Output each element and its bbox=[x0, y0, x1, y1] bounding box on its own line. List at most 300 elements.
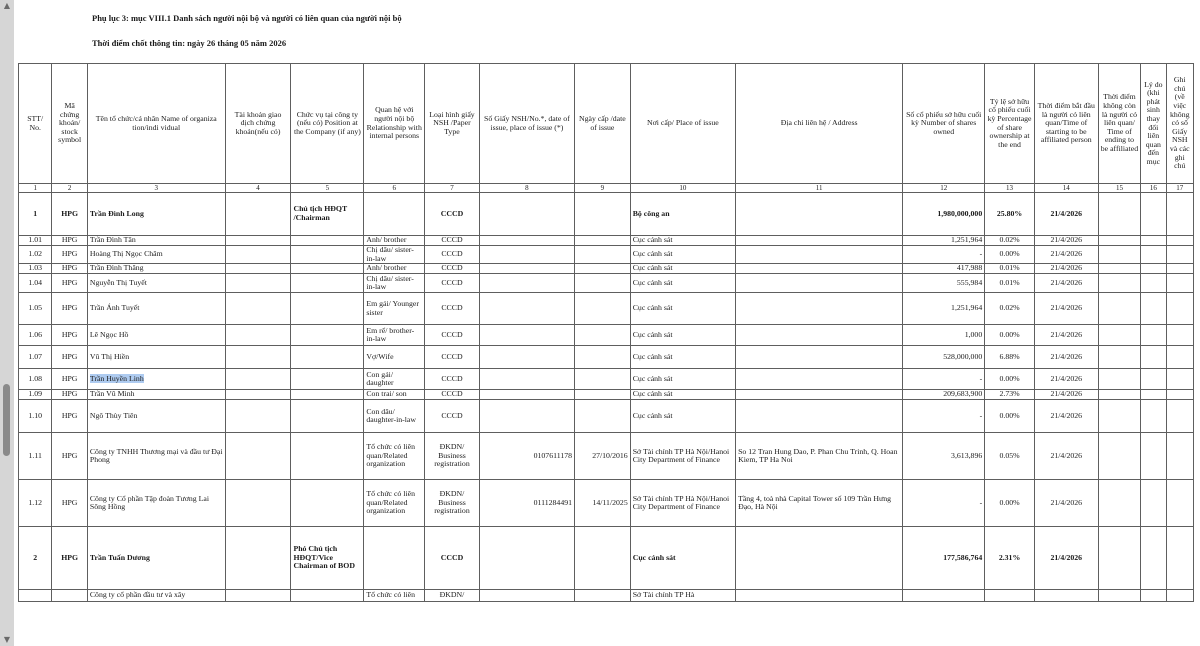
paper-type-cell: ĐKDN/ Business registration bbox=[425, 480, 480, 527]
issue-date-cell bbox=[575, 246, 631, 264]
position-cell bbox=[291, 590, 364, 602]
name-cell: Trần Đình Tân bbox=[87, 236, 225, 246]
start-date-cell: 21/4/2026 bbox=[1034, 293, 1098, 325]
start-date-cell: 21/4/2026 bbox=[1034, 246, 1098, 264]
end-date-cell bbox=[1098, 390, 1141, 400]
column-header: Ngày cấp /date of issue bbox=[575, 64, 631, 184]
paper-type-cell: CCCD bbox=[425, 400, 480, 433]
relationship-cell bbox=[364, 527, 425, 590]
start-date-cell bbox=[1034, 590, 1098, 602]
paper-type-cell: CCCD bbox=[425, 236, 480, 246]
table-row bbox=[19, 369, 1194, 390]
position-cell bbox=[291, 236, 364, 246]
name-cell: Hoàng Thị Ngọc Châm bbox=[87, 246, 225, 264]
shares-cell: - bbox=[903, 369, 985, 390]
issue-date-cell bbox=[575, 236, 631, 246]
note-cell bbox=[1166, 325, 1193, 346]
end-date-cell bbox=[1098, 293, 1141, 325]
column-header: Số Giấy NSH/No.*, date of issue, place of issue (*) bbox=[479, 64, 574, 184]
percentage-cell: 0.05% bbox=[985, 433, 1035, 480]
stt-cell: 1.11 bbox=[19, 433, 52, 480]
end-date-cell bbox=[1098, 246, 1141, 264]
relationship-cell: Em rể/ brother-in-law bbox=[364, 325, 425, 346]
shares-cell: - bbox=[903, 246, 985, 264]
column-number: 6 bbox=[364, 184, 425, 193]
issue-place-cell: Cục cảnh sát bbox=[630, 369, 735, 390]
table-row bbox=[19, 236, 1194, 246]
issue-place-cell: Sở Tài chính TP Hà Nội/Hanoi City Department of Finance bbox=[630, 433, 735, 480]
nsh-number-cell: 0107611178 bbox=[479, 433, 574, 480]
address-cell bbox=[736, 274, 903, 293]
percentage-cell: 6.88% bbox=[985, 346, 1035, 369]
table-row bbox=[19, 325, 1194, 346]
stt-cell: 1.10 bbox=[19, 400, 52, 433]
symbol-cell: HPG bbox=[52, 400, 87, 433]
position-cell: Chủ tịch HĐQT /Chairman bbox=[291, 193, 364, 236]
stt-cell: 1.07 bbox=[19, 346, 52, 369]
column-number: 7 bbox=[425, 184, 480, 193]
issue-place-cell: Cục cảnh sát bbox=[630, 400, 735, 433]
end-date-cell bbox=[1098, 527, 1141, 590]
header-row bbox=[19, 64, 1194, 184]
start-date-cell: 21/4/2026 bbox=[1034, 264, 1098, 274]
relationship-cell: Tổ chức có liên quan/Related organization bbox=[364, 433, 425, 480]
percentage-cell: 25.80% bbox=[985, 193, 1035, 236]
end-date-cell bbox=[1098, 264, 1141, 274]
column-header: Tên tổ chức/cá nhân Name of organiza tion/indi vidual bbox=[87, 64, 225, 184]
account-cell bbox=[225, 390, 291, 400]
stt-cell: 1.03 bbox=[19, 264, 52, 274]
issue-place-cell: Cục cảnh sát bbox=[630, 236, 735, 246]
position-cell bbox=[291, 293, 364, 325]
start-date-cell: 21/4/2026 bbox=[1034, 236, 1098, 246]
paper-type-cell: ĐKDN/ Business registration bbox=[425, 433, 480, 480]
start-date-cell: 21/4/2026 bbox=[1034, 325, 1098, 346]
percentage-cell bbox=[985, 590, 1035, 602]
column-number: 9 bbox=[575, 184, 631, 193]
relationship-cell: Con trai/ son bbox=[364, 390, 425, 400]
column-number: 16 bbox=[1141, 184, 1166, 193]
issue-date-cell bbox=[575, 400, 631, 433]
relationship-cell: Anh/ brother bbox=[364, 264, 425, 274]
column-header: Quan hệ với người nội bộ Relationship with internal persons bbox=[364, 64, 425, 184]
position-cell bbox=[291, 369, 364, 390]
start-date-cell: 21/4/2026 bbox=[1034, 433, 1098, 480]
reason-cell bbox=[1141, 433, 1166, 480]
issue-place-cell: Cục cảnh sát bbox=[630, 264, 735, 274]
insider-table bbox=[18, 63, 1194, 602]
address-cell bbox=[736, 369, 903, 390]
end-date-cell bbox=[1098, 433, 1141, 480]
symbol-cell: HPG bbox=[52, 369, 87, 390]
name-cell: Ngô Thùy Tiên bbox=[87, 400, 225, 433]
note-cell bbox=[1166, 390, 1193, 400]
table-row bbox=[19, 264, 1194, 274]
note-cell bbox=[1166, 369, 1193, 390]
symbol-cell: HPG bbox=[52, 480, 87, 527]
stt-cell: 1.02 bbox=[19, 246, 52, 264]
percentage-cell: 0.00% bbox=[985, 325, 1035, 346]
nsh-number-cell bbox=[479, 264, 574, 274]
paper-type-cell: CCCD bbox=[425, 246, 480, 264]
symbol-cell: HPG bbox=[52, 264, 87, 274]
note-cell bbox=[1166, 480, 1193, 527]
end-date-cell bbox=[1098, 193, 1141, 236]
table-row bbox=[19, 390, 1194, 400]
stt-cell bbox=[19, 590, 52, 602]
position-cell bbox=[291, 246, 364, 264]
end-date-cell bbox=[1098, 590, 1141, 602]
shares-cell: 1,980,000,000 bbox=[903, 193, 985, 236]
start-date-cell: 21/4/2026 bbox=[1034, 400, 1098, 433]
address-cell bbox=[736, 346, 903, 369]
column-number: 5 bbox=[291, 184, 364, 193]
reason-cell bbox=[1141, 274, 1166, 293]
symbol-cell: HPG bbox=[52, 246, 87, 264]
shares-cell: 555,984 bbox=[903, 274, 985, 293]
column-header: Thời điểm bắt đầu là người có liên quan/Time of starting to be affiliated person bbox=[1034, 64, 1098, 184]
name-cell: Trần Vũ Minh bbox=[87, 390, 225, 400]
column-header: Tài khoản giao dịch chứng khoán(nếu có) bbox=[225, 64, 291, 184]
position-cell bbox=[291, 400, 364, 433]
relationship-cell: Con dâu/ daughter-in-law bbox=[364, 400, 425, 433]
percentage-cell: 0.01% bbox=[985, 264, 1035, 274]
start-date-cell: 21/4/2026 bbox=[1034, 369, 1098, 390]
name-cell: Trần Ánh Tuyết bbox=[87, 293, 225, 325]
stt-cell: 1.08 bbox=[19, 369, 52, 390]
issue-date-cell: 14/11/2025 bbox=[575, 480, 631, 527]
symbol-cell: HPG bbox=[52, 274, 87, 293]
end-date-cell bbox=[1098, 369, 1141, 390]
relationship-cell: Tổ chức có liên quan/Related organization bbox=[364, 480, 425, 527]
address-cell bbox=[736, 246, 903, 264]
issue-place-cell: Cục cảnh sát bbox=[630, 527, 735, 590]
note-cell bbox=[1166, 246, 1193, 264]
nsh-number-cell bbox=[479, 246, 574, 264]
nsh-number-cell bbox=[479, 325, 574, 346]
note-cell bbox=[1166, 264, 1193, 274]
start-date-cell: 21/4/2026 bbox=[1034, 193, 1098, 236]
paper-type-cell: CCCD bbox=[425, 325, 480, 346]
symbol-cell: HPG bbox=[52, 346, 87, 369]
reason-cell bbox=[1141, 325, 1166, 346]
issue-date-cell bbox=[575, 293, 631, 325]
position-cell bbox=[291, 346, 364, 369]
account-cell bbox=[225, 590, 291, 602]
name-cell: Vũ Thị Hiền bbox=[87, 346, 225, 369]
column-number: 8 bbox=[479, 184, 574, 193]
table-row bbox=[19, 293, 1194, 325]
issue-place-cell: Cục cảnh sát bbox=[630, 325, 735, 346]
account-cell bbox=[225, 264, 291, 274]
account-cell bbox=[225, 369, 291, 390]
address-cell bbox=[736, 264, 903, 274]
symbol-cell: HPG bbox=[52, 325, 87, 346]
paper-type-cell: CCCD bbox=[425, 390, 480, 400]
table-row bbox=[19, 193, 1194, 236]
name-cell: Trần Đình Thăng bbox=[87, 264, 225, 274]
nsh-number-cell bbox=[479, 346, 574, 369]
relationship-cell bbox=[364, 193, 425, 236]
nsh-number-cell bbox=[479, 590, 574, 602]
name-cell: Công ty cổ phần đầu tư và xây bbox=[87, 590, 225, 602]
name-cell: Công ty TNHH Thương mại và đầu tư Đại Phong bbox=[87, 433, 225, 480]
percentage-cell: 2.31% bbox=[985, 527, 1035, 590]
shares-cell: - bbox=[903, 480, 985, 527]
account-cell bbox=[225, 527, 291, 590]
note-cell bbox=[1166, 274, 1193, 293]
paper-type-cell: CCCD bbox=[425, 274, 480, 293]
account-cell bbox=[225, 274, 291, 293]
position-cell bbox=[291, 264, 364, 274]
shares-cell: 1,251,964 bbox=[903, 236, 985, 246]
column-number: 13 bbox=[985, 184, 1035, 193]
issue-place-cell: Cục cảnh sát bbox=[630, 346, 735, 369]
note-cell bbox=[1166, 590, 1193, 602]
column-number: 14 bbox=[1034, 184, 1098, 193]
address-cell: Tầng 4, toà nhà Capital Tower số 109 Trần Hưng Đạo, Hà Nội bbox=[736, 480, 903, 527]
address-cell bbox=[736, 400, 903, 433]
column-header: Nơi cấp/ Place of issue bbox=[630, 64, 735, 184]
issue-date-cell bbox=[575, 390, 631, 400]
position-cell bbox=[291, 390, 364, 400]
table-row bbox=[19, 400, 1194, 433]
reason-cell bbox=[1141, 236, 1166, 246]
column-number: 10 bbox=[630, 184, 735, 193]
account-cell bbox=[225, 400, 291, 433]
issue-date-cell bbox=[575, 264, 631, 274]
issue-date-cell: 27/10/2016 bbox=[575, 433, 631, 480]
shares-cell: 1,000 bbox=[903, 325, 985, 346]
account-cell bbox=[225, 325, 291, 346]
reason-cell bbox=[1141, 369, 1166, 390]
column-header: STT/ No. bbox=[19, 64, 52, 184]
position-cell bbox=[291, 274, 364, 293]
relationship-cell: Vợ/Wife bbox=[364, 346, 425, 369]
end-date-cell bbox=[1098, 346, 1141, 369]
start-date-cell: 21/4/2026 bbox=[1034, 527, 1098, 590]
address-cell bbox=[736, 236, 903, 246]
relationship-cell: Con gái/ daughter bbox=[364, 369, 425, 390]
symbol-cell: HPG bbox=[52, 527, 87, 590]
percentage-cell: 0.02% bbox=[985, 293, 1035, 325]
account-cell bbox=[225, 346, 291, 369]
note-cell bbox=[1166, 400, 1193, 433]
address-cell bbox=[736, 590, 903, 602]
relationship-cell: Chị dâu/ sister-in-law bbox=[364, 246, 425, 264]
name-cell: Lê Ngọc Hồ bbox=[87, 325, 225, 346]
account-cell bbox=[225, 236, 291, 246]
column-number: 12 bbox=[903, 184, 985, 193]
address-cell bbox=[736, 193, 903, 236]
stt-cell: 1.06 bbox=[19, 325, 52, 346]
shares-cell: 417,988 bbox=[903, 264, 985, 274]
column-number: 17 bbox=[1166, 184, 1193, 193]
column-header: Mã chứng khoán/ stock symbol bbox=[52, 64, 87, 184]
note-cell bbox=[1166, 236, 1193, 246]
nsh-number-cell bbox=[479, 390, 574, 400]
symbol-cell: HPG bbox=[52, 193, 87, 236]
start-date-cell: 21/4/2026 bbox=[1034, 480, 1098, 527]
nsh-number-cell: 0111284491 bbox=[479, 480, 574, 527]
name-cell: Công ty Cổ phần Tập đoàn Tương Lai Sông Hồng bbox=[87, 480, 225, 527]
nsh-number-cell bbox=[479, 400, 574, 433]
start-date-cell: 21/4/2026 bbox=[1034, 274, 1098, 293]
issue-date-cell bbox=[575, 527, 631, 590]
stt-cell: 1.09 bbox=[19, 390, 52, 400]
symbol-cell bbox=[52, 590, 87, 602]
nsh-number-cell bbox=[479, 527, 574, 590]
vertical-scrollbar[interactable] bbox=[0, 0, 15, 646]
note-cell bbox=[1166, 346, 1193, 369]
percentage-cell: 0.00% bbox=[985, 480, 1035, 527]
issue-place-cell: Sở Tài chính TP Hà bbox=[630, 590, 735, 602]
shares-cell: 1,251,964 bbox=[903, 293, 985, 325]
end-date-cell bbox=[1098, 325, 1141, 346]
column-header: Chức vụ tại công ty (nếu có) Position at the Company (if any) bbox=[291, 64, 364, 184]
issue-place-cell: Cục cảnh sát bbox=[630, 246, 735, 264]
paper-type-cell: CCCD bbox=[425, 193, 480, 236]
document-page bbox=[14, 0, 1200, 646]
document-title: Phụ lục 3: mục VIII.1 Danh sách người nội bộ và người có liên quan của người nội bộ bbox=[92, 13, 402, 23]
column-header: Tỷ lệ sở hữu cổ phiếu cuối kỳ Percentage of share ownership at the end bbox=[985, 64, 1035, 184]
paper-type-cell: CCCD bbox=[425, 293, 480, 325]
start-date-cell: 21/4/2026 bbox=[1034, 346, 1098, 369]
issue-place-cell: Cục cảnh sát bbox=[630, 390, 735, 400]
address-cell bbox=[736, 293, 903, 325]
start-date-cell: 21/4/2026 bbox=[1034, 390, 1098, 400]
column-number-row bbox=[19, 184, 1194, 193]
stt-cell: 1.04 bbox=[19, 274, 52, 293]
account-cell bbox=[225, 480, 291, 527]
paper-type-cell: CCCD bbox=[425, 264, 480, 274]
shares-cell bbox=[903, 590, 985, 602]
column-header: Ghi chú (về việc không có số Giấy NSH và các ghi chú bbox=[1166, 64, 1193, 184]
address-cell: So 12 Tran Hung Dao, P. Phan Chu Trinh, Q. Hoan Kiem, TP Ha Noi bbox=[736, 433, 903, 480]
relationship-cell: Em gái/ Younger sister bbox=[364, 293, 425, 325]
issue-place-cell: Cục cảnh sát bbox=[630, 274, 735, 293]
reason-cell bbox=[1141, 264, 1166, 274]
end-date-cell bbox=[1098, 400, 1141, 433]
column-number: 3 bbox=[87, 184, 225, 193]
address-cell bbox=[736, 325, 903, 346]
table-row bbox=[19, 274, 1194, 293]
nsh-number-cell bbox=[479, 293, 574, 325]
table-row bbox=[19, 527, 1194, 590]
paper-type-cell: CCCD bbox=[425, 369, 480, 390]
column-header: Lý do (khi phát sinh thay đổi liên quan đến mục bbox=[1141, 64, 1166, 184]
percentage-cell: 0.01% bbox=[985, 274, 1035, 293]
name-cell: Trần Tuấn Dương bbox=[87, 527, 225, 590]
stt-cell: 1 bbox=[19, 193, 52, 236]
paper-type-cell: CCCD bbox=[425, 527, 480, 590]
reason-cell bbox=[1141, 193, 1166, 236]
reason-cell bbox=[1141, 293, 1166, 325]
name-cell: Trần Đình Long bbox=[87, 193, 225, 236]
reason-cell bbox=[1141, 480, 1166, 527]
nsh-number-cell bbox=[479, 369, 574, 390]
symbol-cell: HPG bbox=[52, 293, 87, 325]
issue-date-cell bbox=[575, 590, 631, 602]
issue-date-cell bbox=[575, 369, 631, 390]
position-cell bbox=[291, 325, 364, 346]
paper-type-cell: CCCD bbox=[425, 346, 480, 369]
column-header: Loại hình giấy NSH /Paper Type bbox=[425, 64, 480, 184]
percentage-cell: 0.00% bbox=[985, 400, 1035, 433]
shares-cell: - bbox=[903, 400, 985, 433]
column-header: Địa chỉ liên hệ / Address bbox=[736, 64, 903, 184]
column-number: 15 bbox=[1098, 184, 1141, 193]
issue-date-cell bbox=[575, 325, 631, 346]
scrollbar-thumb[interactable] bbox=[3, 384, 10, 456]
end-date-cell bbox=[1098, 274, 1141, 293]
paper-type-cell: ĐKDN/ bbox=[425, 590, 480, 602]
issue-date-cell bbox=[575, 193, 631, 236]
account-cell bbox=[225, 433, 291, 480]
end-date-cell bbox=[1098, 236, 1141, 246]
stt-cell: 1.12 bbox=[19, 480, 52, 527]
issue-place-cell: Cục cảnh sát bbox=[630, 293, 735, 325]
percentage-cell: 0.00% bbox=[985, 369, 1035, 390]
scroll-up-arrow-icon[interactable]: ▲ bbox=[3, 1, 11, 10]
note-cell bbox=[1166, 193, 1193, 236]
position-cell bbox=[291, 480, 364, 527]
account-cell bbox=[225, 246, 291, 264]
reason-cell bbox=[1141, 527, 1166, 590]
document-subtitle: Thời điểm chốt thông tin: ngày 26 tháng 05 năm 2026 bbox=[92, 38, 287, 48]
table-row bbox=[19, 433, 1194, 480]
position-cell: Phó Chủ tịch HĐQT/Vice Chairman of BOD bbox=[291, 527, 364, 590]
reason-cell bbox=[1141, 390, 1166, 400]
note-cell bbox=[1166, 527, 1193, 590]
shares-cell: 3,613,896 bbox=[903, 433, 985, 480]
highlighted-name[interactable]: Trần Huyền Linh bbox=[89, 373, 144, 383]
shares-cell: 209,683,900 bbox=[903, 390, 985, 400]
stt-cell: 1.05 bbox=[19, 293, 52, 325]
symbol-cell: HPG bbox=[52, 236, 87, 246]
nsh-number-cell bbox=[479, 274, 574, 293]
relationship-cell: Tổ chức có liên bbox=[364, 590, 425, 602]
shares-cell: 177,586,764 bbox=[903, 527, 985, 590]
table-row bbox=[19, 480, 1194, 527]
symbol-cell: HPG bbox=[52, 433, 87, 480]
stt-cell: 2 bbox=[19, 527, 52, 590]
note-cell bbox=[1166, 293, 1193, 325]
column-number: 2 bbox=[52, 184, 87, 193]
name-cell: Nguyễn Thị Tuyết bbox=[87, 274, 225, 293]
nsh-number-cell bbox=[479, 193, 574, 236]
account-cell bbox=[225, 293, 291, 325]
percentage-cell: 0.02% bbox=[985, 236, 1035, 246]
position-cell bbox=[291, 433, 364, 480]
address-cell bbox=[736, 390, 903, 400]
scroll-down-arrow-icon[interactable]: ▼ bbox=[3, 635, 11, 644]
column-header: Thời điểm không còn là người có liên quan/ Time of ending to be affiliated bbox=[1098, 64, 1141, 184]
column-number: 4 bbox=[225, 184, 291, 193]
reason-cell bbox=[1141, 246, 1166, 264]
reason-cell bbox=[1141, 346, 1166, 369]
name-cell bbox=[87, 369, 225, 390]
stt-cell: 1.01 bbox=[19, 236, 52, 246]
address-cell bbox=[736, 527, 903, 590]
column-number: 1 bbox=[19, 184, 52, 193]
percentage-cell: 2.73% bbox=[985, 390, 1035, 400]
relationship-cell: Anh/ brother bbox=[364, 236, 425, 246]
symbol-cell: HPG bbox=[52, 390, 87, 400]
reason-cell bbox=[1141, 400, 1166, 433]
relationship-cell: Chị dâu/ sister-in-law bbox=[364, 274, 425, 293]
column-header: Số cổ phiếu sở hữu cuối kỳ Number of shares owned bbox=[903, 64, 985, 184]
